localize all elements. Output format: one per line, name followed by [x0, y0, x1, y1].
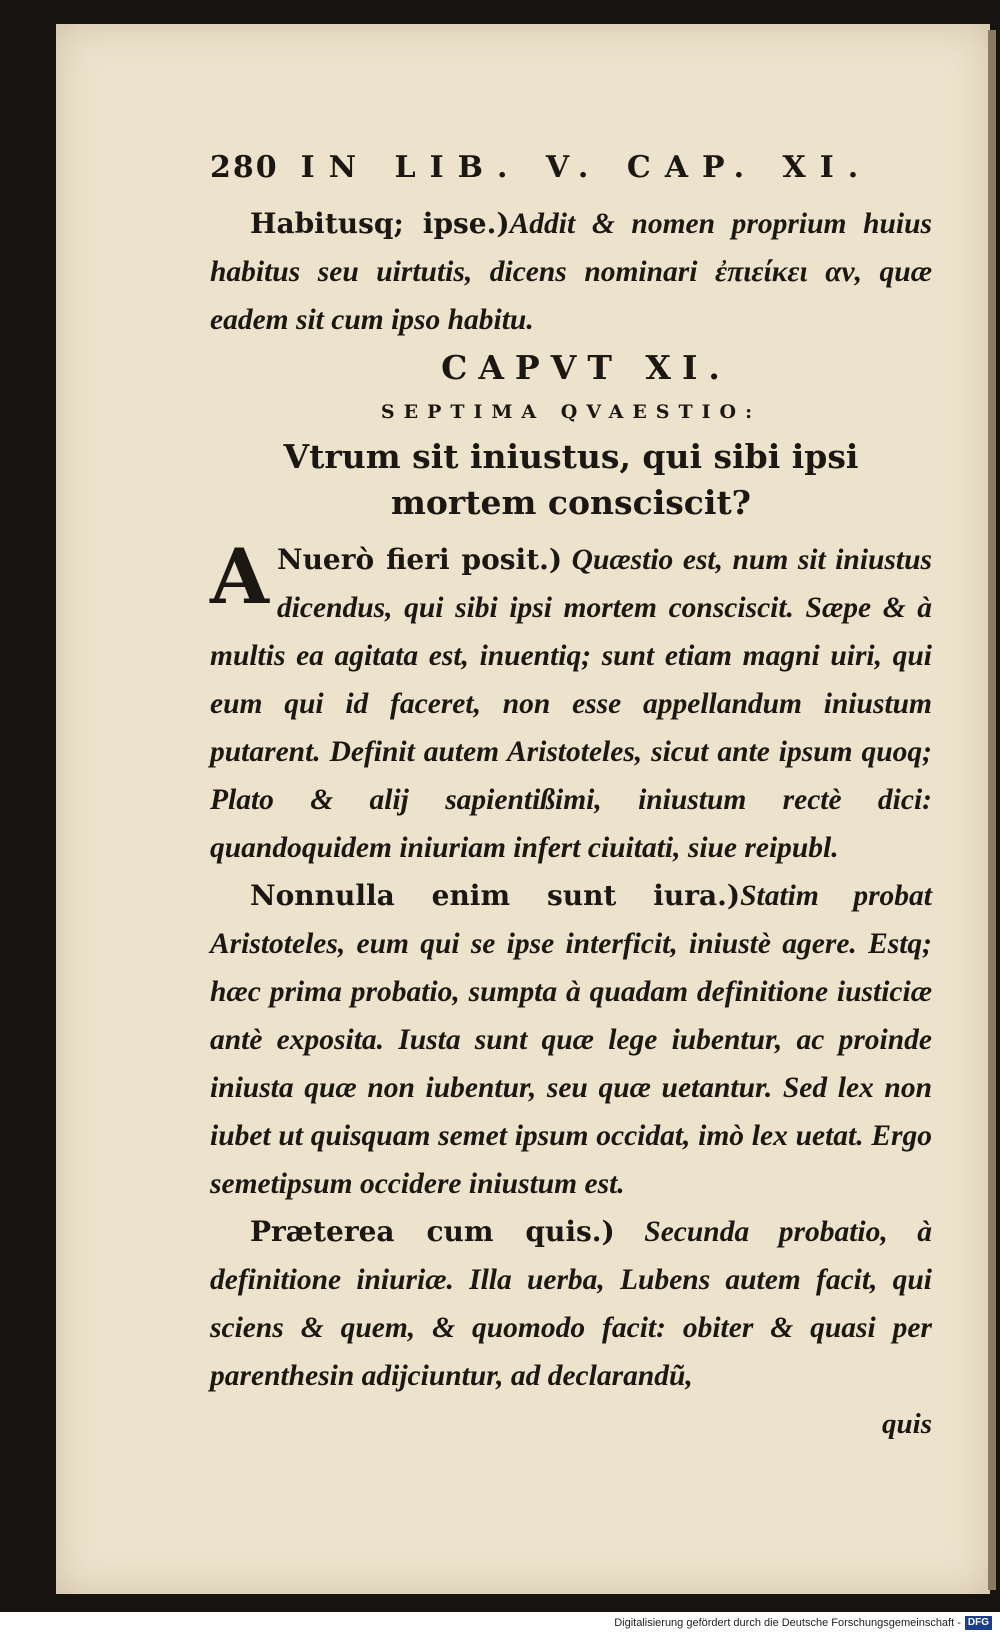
- paragraph-opening: [210, 532, 932, 872]
- chapter-heading: CAPVT XI.: [441, 348, 731, 387]
- text-block: [210, 150, 932, 1448]
- quaestio-heading: SEPTIMA QVAESTIO:: [380, 401, 762, 423]
- footer-text: Digitalisierung gefördert durch die Deutsche Forschungsgemeinschaft -: [614, 1617, 961, 1629]
- running-head: [210, 150, 932, 200]
- lemma: Habitusq; ipse.): [250, 207, 510, 240]
- question-title: Vtrum sit iniustus, qui sibi ipsi mortem consciscit?: [283, 437, 859, 522]
- gloss: Addit & nomen proprium huius habitus seu uirtutis, dicens nominari ἐπιείκει αν, quæ eadem sit cum ipso habitu.: [210, 208, 932, 336]
- catchword: quis: [882, 1408, 932, 1440]
- drop-capital: A: [210, 532, 269, 621]
- dfg-logo: DFG: [965, 1616, 992, 1630]
- running-title: IN LIB. V. CAP. XI.: [300, 150, 873, 185]
- gloss: Statim probat Aristoteles, eum qui se ipse interficit, iniustè agere. Estq; hæc prima probatio, sumpta à quadam definitione iusticiæ antè exposita. Iusta sunt quæ lege iubentur, ac proinde iniusta quæ non iubentur, seu quæ uetantur. Sed lex non iubet ut quisquam semet ipsum occidat, imò lex uetat. Ergo semetipsum occidere iniustum est.: [210, 880, 932, 1200]
- paragraph-habitus: [210, 200, 932, 344]
- paragraph-praeterea: [210, 1208, 932, 1400]
- gloss: Quæstio est, num sit iniustus dicendus, qui sibi ipsi mortem consciscit. Sæpe & à multis ea agitata est, inuentiq; sunt etiam magni uiri, qui eum qui id faceret, non esse appellandum iniustum putarent. Definit autem Aristoteles, sicut ante ipsum quoq; Plato & alij sapientißimi, iniustum rectè dici: quandoquidem iniuriam infert ciuitati, siue reipubl.: [210, 544, 932, 864]
- lemma: Præterea cum quis.): [250, 1215, 615, 1248]
- gloss: Secunda probatio, à definitione iniuriæ. Illa uerba, Lubens autem facit, qui sciens & quem, & quomodo facit: obiter & quasi per parenthesin adijciuntur, ad declarandũ,: [210, 1216, 932, 1392]
- digitization-footer: [0, 1612, 1000, 1635]
- lemma: Nuerò fieri posit.): [276, 543, 563, 576]
- page-number: 280: [210, 150, 279, 185]
- lemma: Nonnulla enim sunt iura.): [250, 879, 741, 912]
- page-edge: [988, 30, 996, 1590]
- paragraph-nonnulla: [210, 872, 932, 1208]
